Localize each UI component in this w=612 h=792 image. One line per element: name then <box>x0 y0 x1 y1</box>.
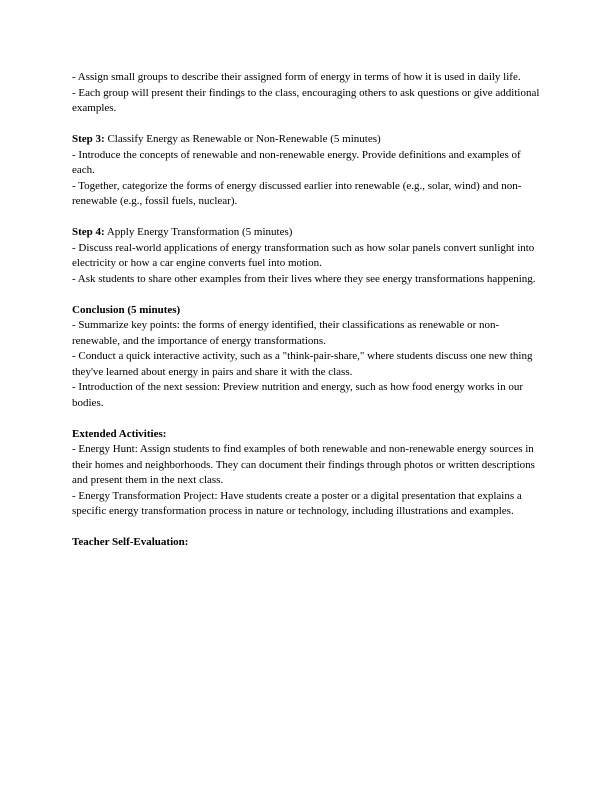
step-4-title: Apply Energy Transformation (5 minutes) <box>104 226 293 238</box>
extended-activities-section <box>72 427 542 520</box>
step-4-heading: Step 4: <box>72 226 105 238</box>
document-page <box>72 70 542 551</box>
section-heading-line <box>72 225 542 241</box>
paragraph-line: - Assign small groups to describe their assigned form of energy in terms of how it is used in daily life. <box>72 71 521 83</box>
spacer <box>72 411 542 427</box>
conclusion-heading: Conclusion (5 minutes) <box>72 303 181 316</box>
paragraph-line: - Ask students to share other examples from their lives where they see energy transformations happening. <box>72 272 536 285</box>
section-heading-line <box>72 132 542 148</box>
spacer <box>72 287 542 303</box>
paragraph-line: - Energy Hunt: Assign students to find examples of both renewable and non-renewable energy sources in their homes and neighborhoods. They can document their findings through photos or written descriptions and present them in the next class. <box>72 443 535 486</box>
paragraph-line: - Together, categorize the forms of energy discussed earlier into renewable (e.g., solar, wind) and non-renewable (e.g., fossil fuels, nuclear). <box>72 179 522 207</box>
step-4-section <box>72 225 542 287</box>
self-evaluation-section <box>72 535 542 551</box>
group-activity-section <box>72 70 542 117</box>
step-3-heading: Step 3: <box>72 133 105 145</box>
self-evaluation-heading: Teacher Self-Evaluation: <box>72 536 189 548</box>
paragraph-line: - Energy Transformation Project: Have students create a poster or a digital presentation that explains a specific energy transformation process in nature or technology, including illustrations and examples. <box>72 489 522 517</box>
step-3-title: Classify Energy as Renewable or Non-Renewable (5 minutes) <box>104 133 381 145</box>
conclusion-section <box>72 303 542 412</box>
step-3-section <box>72 132 542 210</box>
paragraph-line: - Discuss real-world applications of energy transformation such as how solar panels convert sunlight into electricity or how a car engine converts fuel into motion. <box>72 241 535 269</box>
paragraph-line: - Introduction of the next session: Preview nutrition and energy, such as how food energy works in our bodies. <box>72 381 524 409</box>
paragraph-line: - Each group will present their findings to the class, encouraging others to ask questions or give additional examples. <box>72 86 540 114</box>
spacer <box>72 210 542 226</box>
extended-activities-heading: Extended Activities: <box>72 427 167 440</box>
spacer <box>72 117 542 133</box>
paragraph-line: - Introduce the concepts of renewable and non-renewable energy. Provide definitions and examples of each. <box>72 148 521 176</box>
paragraph-line: - Conduct a quick interactive activity, such as a "think-pair-share," where students discuss one new thing they've learned about energy in pairs and share it with the class. <box>72 350 533 378</box>
spacer <box>72 520 542 536</box>
paragraph-line: - Summarize key points: the forms of energy identified, their classifications as renewable or non-renewable, and the importance of energy transformations. <box>72 319 500 347</box>
